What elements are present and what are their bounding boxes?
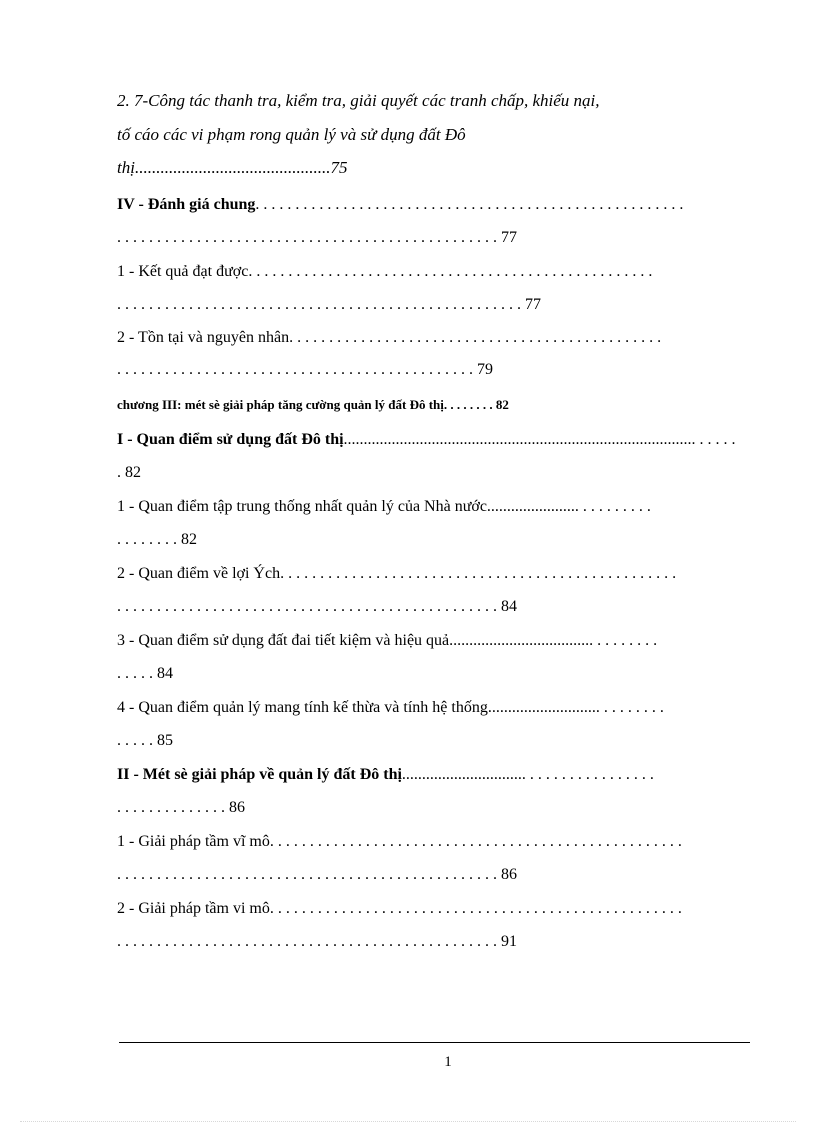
toc-entry-i-2: 2 - Quan điểm về lợi Ých. . . . . . . . . . . . . . . . . . . . . . . . . . . . . . . . . . . . . . . . . . . . . . . . . . <box>117 565 677 582</box>
toc-entry-i-4-page: . . . . . 85 <box>117 732 173 749</box>
toc-entry-i-1-page: . . . . . . . . 82 <box>117 531 197 548</box>
toc-entry-section-ii-page: . . . . . . . . . . . . . . 86 <box>117 799 245 816</box>
toc-heading-ii: II - Mét sè giải pháp về quản lý đất Đô thị <box>117 766 402 783</box>
toc-entry-2-7-line1: 2. 7-Công tác thanh tra, kiểm tra, giải quyết các tranh chấp, khiếu nại, <box>117 91 600 110</box>
toc-entry-ii-2: 2 - Giải pháp tầm vi mô. . . . . . . . . . . . . . . . . . . . . . . . . . . . . . . . . . . . . . . . . . . . . . . . . . . . <box>117 900 682 917</box>
toc-entry-iv-2-page: . . . . . . . . . . . . . . . . . . . . . . . . . . . . . . . . . . . . . . . . . . . . . 79 <box>117 361 493 378</box>
toc-entry-ii-2-page: . . . . . . . . . . . . . . . . . . . . . . . . . . . . . . . . . . . . . . . . . . . . . . . . 91 <box>117 933 517 950</box>
toc-heading-i: I - Quan điểm sử dụng đất Đô thị <box>117 431 344 448</box>
toc-leader-dots: ............................... . . . . . . . . . . . . . . . . <box>401 766 654 783</box>
toc-leader-dots: ........................................................................................ . . . . . <box>343 431 736 448</box>
toc-entry-section-iv <box>117 195 745 215</box>
toc-chapter-iii: chương III: mét sè giải pháp tăng cường quản lý đất Đô thị. . . . . . . . 82 <box>117 397 509 412</box>
toc-heading-iv: IV - Đánh giá chung <box>117 196 256 213</box>
footer-rule <box>119 1042 750 1043</box>
toc-leader-dots: . . . . . . . . . . . . . . . . . . . . . . . . . . . . . . . . . . . . . . . . . . . . . . . . . . . . . . <box>255 196 684 213</box>
page-edge-divider <box>20 1121 796 1122</box>
toc-entry-section-iv-page: . . . . . . . . . . . . . . . . . . . . . . . . . . . . . . . . . . . . . . . . . . . . . . . . 77 <box>117 229 517 246</box>
page-number: 1 <box>444 1054 452 1070</box>
toc-entry-ii-1: 1 - Giải pháp tầm vĩ mô. . . . . . . . . . . . . . . . . . . . . . . . . . . . . . . . . . . . . . . . . . . . . . . . . . . . <box>117 833 682 850</box>
toc-entry-i-3-page: . . . . . 84 <box>117 665 173 682</box>
toc-entry-i-4: 4 - Quan điểm quản lý mang tính kế thừa và tính hệ thống............................ . . . . . . . . <box>117 699 664 716</box>
toc-entry-ii-1-page: . . . . . . . . . . . . . . . . . . . . . . . . . . . . . . . . . . . . . . . . . . . . . . . . 86 <box>117 866 517 883</box>
toc-entry-i-2-page: . . . . . . . . . . . . . . . . . . . . . . . . . . . . . . . . . . . . . . . . . . . . . . . . 84 <box>117 598 517 615</box>
toc-entry-section-i <box>117 430 745 450</box>
toc-entry-section-ii <box>117 765 745 785</box>
toc-entry-2-7-line2: tố cáo các vi phạm rong quản lý và sử dụng đất Đô <box>117 125 466 144</box>
toc-entry-iv-2: 2 - Tồn tại và nguyên nhân. . . . . . . . . . . . . . . . . . . . . . . . . . . . . . . . . . . . . . . . . . . . . . . <box>117 329 662 346</box>
toc-entry-2-7-line3: thị..............................................75 <box>117 158 348 177</box>
toc-entry-section-i-page: . 82 <box>117 464 141 481</box>
toc-entry-i-3: 3 - Quan điểm sử dụng đất đai tiết kiệm và hiệu quả.................................... . . . . . . . . <box>117 632 658 649</box>
toc-entry-i-1: 1 - Quan điểm tập trung thống nhất quản lý của Nhà nước....................... . . . . . . . . . <box>117 498 651 515</box>
toc-entry-iv-1-page: . . . . . . . . . . . . . . . . . . . . . . . . . . . . . . . . . . . . . . . . . . . . . . . . . . . 77 <box>117 296 541 313</box>
toc-entry-iv-1: 1 - Kết quả đạt được. . . . . . . . . . . . . . . . . . . . . . . . . . . . . . . . . . . . . . . . . . . . . . . . . . . <box>117 263 653 280</box>
